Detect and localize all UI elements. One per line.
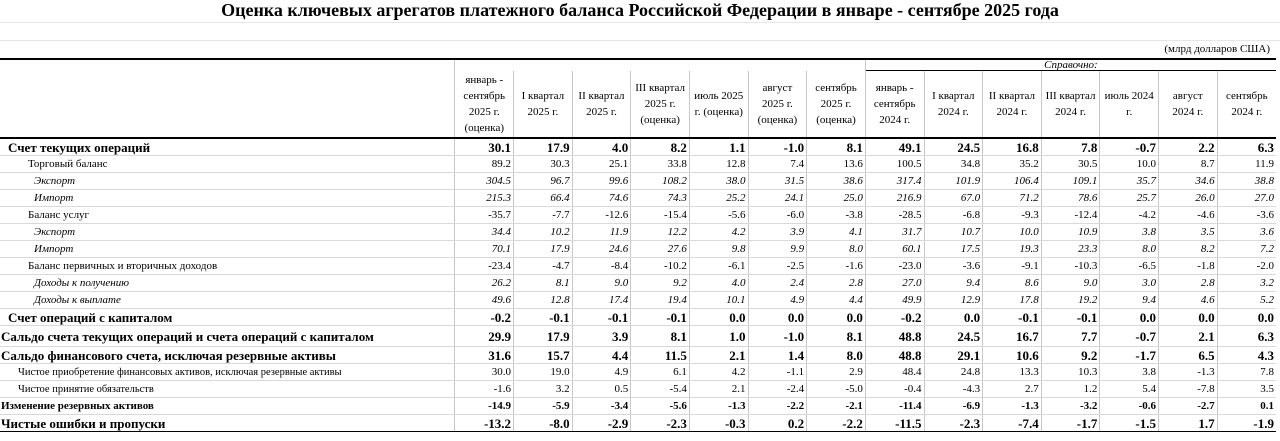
value-cell: -2.4 bbox=[748, 381, 807, 398]
value-cell: 7.7 bbox=[1041, 326, 1100, 347]
value-cell: 34.6 bbox=[1159, 173, 1218, 190]
value-cell: -6.5 bbox=[1100, 258, 1159, 275]
value-cell: 4.9 bbox=[572, 364, 631, 381]
value-cell: 31.7 bbox=[865, 224, 924, 241]
value-cell: 23.3 bbox=[1041, 241, 1100, 258]
table-row bbox=[0, 309, 1276, 326]
value-cell: 215.3 bbox=[455, 190, 514, 207]
row-label: Доходы к выплате bbox=[0, 292, 455, 309]
value-cell: 29.1 bbox=[924, 347, 983, 364]
value-cell: -6.0 bbox=[748, 207, 807, 224]
value-cell: -1.8 bbox=[1159, 258, 1218, 275]
value-cell: 4.9 bbox=[748, 292, 807, 309]
column-header: сентябрь 2024 г. bbox=[1217, 71, 1276, 139]
value-cell: 0.2 bbox=[748, 415, 807, 432]
value-cell: 24.5 bbox=[924, 326, 983, 347]
value-cell: -0.6 bbox=[1100, 398, 1159, 415]
row-label: Чистое принятие обязательств bbox=[0, 381, 455, 398]
value-cell: 25.2 bbox=[689, 190, 748, 207]
value-cell: -4.6 bbox=[1159, 207, 1218, 224]
value-cell: 74.3 bbox=[631, 190, 690, 207]
row-label: Торговый баланс bbox=[0, 156, 455, 173]
value-cell: -9.3 bbox=[983, 207, 1042, 224]
table-row bbox=[0, 241, 1276, 258]
value-cell: -1.0 bbox=[748, 326, 807, 347]
value-cell: 0.0 bbox=[689, 309, 748, 326]
value-cell: 66.4 bbox=[514, 190, 573, 207]
value-cell: -9.1 bbox=[983, 258, 1042, 275]
value-cell: 74.6 bbox=[572, 190, 631, 207]
value-cell: 2.7 bbox=[983, 381, 1042, 398]
value-cell: 29.9 bbox=[455, 326, 514, 347]
value-cell: 60.1 bbox=[865, 241, 924, 258]
report-title: Оценка ключевых агрегатов платежного баланса Российской Федерации в январе - сентябре 2025 года bbox=[221, 0, 1059, 20]
value-cell: -35.7 bbox=[455, 207, 514, 224]
value-cell: -7.7 bbox=[514, 207, 573, 224]
column-header: III квартал 2024 г. bbox=[1041, 71, 1100, 139]
value-cell: 48.8 bbox=[865, 347, 924, 364]
value-cell: 8.0 bbox=[807, 347, 866, 364]
value-cell: 7.8 bbox=[1041, 138, 1100, 156]
header-top-row bbox=[0, 59, 1276, 71]
value-cell: 10.0 bbox=[983, 224, 1042, 241]
value-cell: -0.4 bbox=[865, 381, 924, 398]
value-cell: -14.9 bbox=[455, 398, 514, 415]
value-cell: -1.7 bbox=[1100, 347, 1159, 364]
value-cell: -1.7 bbox=[1041, 415, 1100, 432]
column-header: III квартал 2025 г. (оценка) bbox=[631, 71, 690, 139]
value-cell: 10.9 bbox=[1041, 224, 1100, 241]
row-label: Экспорт bbox=[0, 224, 455, 241]
row-label: Сальдо счета текущих операций и счета операций с капиталом bbox=[0, 326, 455, 347]
value-cell: 106.4 bbox=[983, 173, 1042, 190]
value-cell: 2.1 bbox=[1159, 326, 1218, 347]
value-cell: 30.5 bbox=[1041, 156, 1100, 173]
value-cell: 67.0 bbox=[924, 190, 983, 207]
value-cell: -2.3 bbox=[631, 415, 690, 432]
value-cell: -4.3 bbox=[924, 381, 983, 398]
value-cell: -0.7 bbox=[1100, 138, 1159, 156]
value-cell: -1.3 bbox=[689, 398, 748, 415]
value-cell: 17.9 bbox=[514, 326, 573, 347]
value-cell: 25.1 bbox=[572, 156, 631, 173]
column-header: I квартал 2025 г. bbox=[514, 71, 573, 139]
value-cell: 304.5 bbox=[455, 173, 514, 190]
value-cell: 5.2 bbox=[1217, 292, 1276, 309]
value-cell: -12.4 bbox=[1041, 207, 1100, 224]
value-cell: 3.9 bbox=[572, 326, 631, 347]
value-cell: 99.6 bbox=[572, 173, 631, 190]
value-cell: 9.2 bbox=[1041, 347, 1100, 364]
value-cell: -5.4 bbox=[631, 381, 690, 398]
value-cell: 3.9 bbox=[748, 224, 807, 241]
table-row bbox=[0, 190, 1276, 207]
column-header: август 2024 г. bbox=[1159, 71, 1218, 139]
value-cell: -11.5 bbox=[865, 415, 924, 432]
row-label: Изменение резервных активов bbox=[0, 398, 455, 415]
value-cell: 4.4 bbox=[807, 292, 866, 309]
value-cell: 12.9 bbox=[924, 292, 983, 309]
value-cell: 27.0 bbox=[1217, 190, 1276, 207]
column-header: II квартал 2024 г. bbox=[983, 71, 1042, 139]
value-cell: -6.1 bbox=[689, 258, 748, 275]
value-cell: -0.2 bbox=[865, 309, 924, 326]
value-cell: -1.3 bbox=[1159, 364, 1218, 381]
value-cell: 16.8 bbox=[983, 138, 1042, 156]
value-cell: -23.4 bbox=[455, 258, 514, 275]
value-cell: 109.1 bbox=[1041, 173, 1100, 190]
row-label: Чистые ошибки и пропуски bbox=[0, 415, 455, 432]
value-cell: -1.6 bbox=[807, 258, 866, 275]
value-cell: 0.5 bbox=[572, 381, 631, 398]
value-cell: 0.0 bbox=[807, 309, 866, 326]
value-cell: 13.3 bbox=[983, 364, 1042, 381]
value-cell: 6.3 bbox=[1217, 138, 1276, 156]
row-label: Счет текущих операций bbox=[0, 138, 455, 156]
value-cell: 8.1 bbox=[807, 326, 866, 347]
value-cell: 31.6 bbox=[455, 347, 514, 364]
grid-line bbox=[0, 40, 1280, 41]
value-cell: 3.2 bbox=[514, 381, 573, 398]
value-cell: 30.1 bbox=[455, 138, 514, 156]
value-cell: -10.3 bbox=[1041, 258, 1100, 275]
value-cell: -2.5 bbox=[748, 258, 807, 275]
value-cell: -0.7 bbox=[1100, 326, 1159, 347]
row-label: Баланс первичных и вторичных доходов bbox=[0, 258, 455, 275]
value-cell: 34.4 bbox=[455, 224, 514, 241]
value-cell: 19.4 bbox=[631, 292, 690, 309]
grid-line bbox=[0, 22, 1280, 23]
value-cell: 4.2 bbox=[689, 224, 748, 241]
value-cell: 3.2 bbox=[1217, 275, 1276, 292]
value-cell: 26.2 bbox=[455, 275, 514, 292]
value-cell: -1.1 bbox=[748, 364, 807, 381]
value-cell: 1.1 bbox=[689, 138, 748, 156]
table-row bbox=[0, 173, 1276, 190]
balance-of-payments-table bbox=[0, 58, 1276, 432]
value-cell: 2.8 bbox=[1159, 275, 1218, 292]
value-cell: 15.7 bbox=[514, 347, 573, 364]
value-cell: -2.2 bbox=[807, 415, 866, 432]
value-cell: 10.3 bbox=[1041, 364, 1100, 381]
value-cell: 27.6 bbox=[631, 241, 690, 258]
value-cell: 0.1 bbox=[1217, 398, 1276, 415]
value-cell: 31.5 bbox=[748, 173, 807, 190]
value-cell: 216.9 bbox=[865, 190, 924, 207]
value-cell: 7.4 bbox=[748, 156, 807, 173]
value-cell: 49.9 bbox=[865, 292, 924, 309]
column-header: II квартал 2025 г. bbox=[572, 71, 631, 139]
value-cell: 10.0 bbox=[1100, 156, 1159, 173]
header-empty-cell bbox=[0, 59, 455, 71]
value-cell: 38.8 bbox=[1217, 173, 1276, 190]
value-cell: -6.8 bbox=[924, 207, 983, 224]
value-cell: 8.6 bbox=[983, 275, 1042, 292]
value-cell: 9.0 bbox=[572, 275, 631, 292]
value-cell: -8.4 bbox=[572, 258, 631, 275]
value-cell: 7.8 bbox=[1217, 364, 1276, 381]
row-label: Сальдо финансового счета, исключая резервные активы bbox=[0, 347, 455, 364]
value-cell: -2.0 bbox=[1217, 258, 1276, 275]
value-cell: 10.2 bbox=[514, 224, 573, 241]
value-cell: 70.1 bbox=[455, 241, 514, 258]
value-cell: -5.0 bbox=[807, 381, 866, 398]
value-cell: 16.7 bbox=[983, 326, 1042, 347]
value-cell: 38.6 bbox=[807, 173, 866, 190]
value-cell: -7.8 bbox=[1159, 381, 1218, 398]
table-row bbox=[0, 292, 1276, 309]
table-body bbox=[0, 138, 1276, 432]
value-cell: -2.2 bbox=[748, 398, 807, 415]
value-cell: 3.5 bbox=[1217, 381, 1276, 398]
value-cell: -0.2 bbox=[455, 309, 514, 326]
row-label: Чистое приобретение финансовых активов, исключая резервные активы bbox=[0, 364, 455, 381]
value-cell: 13.6 bbox=[807, 156, 866, 173]
value-cell: 108.2 bbox=[631, 173, 690, 190]
value-cell: 9.9 bbox=[748, 241, 807, 258]
value-cell: 3.0 bbox=[1100, 275, 1159, 292]
value-cell: 17.9 bbox=[514, 138, 573, 156]
value-cell: 19.0 bbox=[514, 364, 573, 381]
value-cell: 12.8 bbox=[514, 292, 573, 309]
column-headers-row bbox=[0, 71, 1276, 139]
value-cell: 38.0 bbox=[689, 173, 748, 190]
value-cell: 2.2 bbox=[1159, 138, 1218, 156]
value-cell: 4.3 bbox=[1217, 347, 1276, 364]
value-cell: -13.2 bbox=[455, 415, 514, 432]
units-label: (млрд долларов США) bbox=[1164, 43, 1270, 55]
value-cell: 89.2 bbox=[455, 156, 514, 173]
row-label: Доходы к получению bbox=[0, 275, 455, 292]
value-cell: 11.9 bbox=[572, 224, 631, 241]
value-cell: 3.8 bbox=[1100, 364, 1159, 381]
value-cell: -5.6 bbox=[631, 398, 690, 415]
value-cell: -28.5 bbox=[865, 207, 924, 224]
value-cell: 0.0 bbox=[1100, 309, 1159, 326]
value-cell: 6.5 bbox=[1159, 347, 1218, 364]
table-row bbox=[0, 398, 1276, 415]
value-cell: 4.2 bbox=[689, 364, 748, 381]
table-row bbox=[0, 156, 1276, 173]
value-cell: 9.0 bbox=[1041, 275, 1100, 292]
value-cell: 2.1 bbox=[689, 347, 748, 364]
row-label: Экспорт bbox=[0, 173, 455, 190]
value-cell: 1.0 bbox=[689, 326, 748, 347]
value-cell: -0.1 bbox=[572, 309, 631, 326]
value-cell: 25.7 bbox=[1100, 190, 1159, 207]
value-cell: 34.8 bbox=[924, 156, 983, 173]
value-cell: 30.0 bbox=[455, 364, 514, 381]
column-header: июль 2025 г. (оценка) bbox=[689, 71, 748, 139]
value-cell: 12.2 bbox=[631, 224, 690, 241]
value-cell: 35.7 bbox=[1100, 173, 1159, 190]
value-cell: 17.8 bbox=[983, 292, 1042, 309]
value-cell: -12.6 bbox=[572, 207, 631, 224]
value-cell: 10.6 bbox=[983, 347, 1042, 364]
table-row bbox=[0, 415, 1276, 432]
value-cell: 8.2 bbox=[1159, 241, 1218, 258]
value-cell: -3.8 bbox=[807, 207, 866, 224]
value-cell: 19.2 bbox=[1041, 292, 1100, 309]
column-header: январь - сентябрь 2024 г. bbox=[865, 71, 924, 139]
value-cell: 0.0 bbox=[1217, 309, 1276, 326]
value-cell: 24.5 bbox=[924, 138, 983, 156]
value-cell: 17.4 bbox=[572, 292, 631, 309]
value-cell: 2.8 bbox=[807, 275, 866, 292]
value-cell: 10.1 bbox=[689, 292, 748, 309]
value-cell: 8.1 bbox=[514, 275, 573, 292]
value-cell: 24.6 bbox=[572, 241, 631, 258]
value-cell: 6.3 bbox=[1217, 326, 1276, 347]
value-cell: -0.1 bbox=[983, 309, 1042, 326]
value-cell: -11.4 bbox=[865, 398, 924, 415]
value-cell: 12.8 bbox=[689, 156, 748, 173]
value-cell: 48.8 bbox=[865, 326, 924, 347]
value-cell: 9.4 bbox=[1100, 292, 1159, 309]
value-cell: -2.9 bbox=[572, 415, 631, 432]
table-row bbox=[0, 138, 1276, 156]
value-cell: 49.6 bbox=[455, 292, 514, 309]
value-cell: -2.7 bbox=[1159, 398, 1218, 415]
value-cell: -2.1 bbox=[807, 398, 866, 415]
value-cell: 78.6 bbox=[1041, 190, 1100, 207]
value-cell: 26.0 bbox=[1159, 190, 1218, 207]
value-cell: -1.3 bbox=[983, 398, 1042, 415]
value-cell: 4.6 bbox=[1159, 292, 1218, 309]
column-header: июль 2024 г. bbox=[1100, 71, 1159, 139]
value-cell: 8.2 bbox=[631, 138, 690, 156]
table-row bbox=[0, 347, 1276, 364]
value-cell: 2.4 bbox=[748, 275, 807, 292]
value-cell: 7.2 bbox=[1217, 241, 1276, 258]
value-cell: 10.7 bbox=[924, 224, 983, 241]
value-cell: 19.3 bbox=[983, 241, 1042, 258]
value-cell: 1.2 bbox=[1041, 381, 1100, 398]
value-cell: 2.9 bbox=[807, 364, 866, 381]
value-cell: 1.4 bbox=[748, 347, 807, 364]
table-row bbox=[0, 258, 1276, 275]
value-cell: -2.3 bbox=[924, 415, 983, 432]
value-cell: 17.5 bbox=[924, 241, 983, 258]
value-cell: 4.1 bbox=[807, 224, 866, 241]
value-cell: 71.2 bbox=[983, 190, 1042, 207]
value-cell: 101.9 bbox=[924, 173, 983, 190]
value-cell: 2.1 bbox=[689, 381, 748, 398]
value-cell: 30.3 bbox=[514, 156, 573, 173]
value-cell: -15.4 bbox=[631, 207, 690, 224]
table-row bbox=[0, 381, 1276, 398]
value-cell: 3.6 bbox=[1217, 224, 1276, 241]
value-cell: 49.1 bbox=[865, 138, 924, 156]
value-cell: 3.8 bbox=[1100, 224, 1159, 241]
value-cell: -3.2 bbox=[1041, 398, 1100, 415]
value-cell: -0.1 bbox=[631, 309, 690, 326]
value-cell: -5.9 bbox=[514, 398, 573, 415]
value-cell: -8.0 bbox=[514, 415, 573, 432]
value-cell: 48.4 bbox=[865, 364, 924, 381]
value-cell: 24.1 bbox=[748, 190, 807, 207]
header-empty-cell bbox=[455, 59, 865, 71]
table-row bbox=[0, 207, 1276, 224]
table-row bbox=[0, 364, 1276, 381]
value-cell: -3.4 bbox=[572, 398, 631, 415]
value-cell: 17.9 bbox=[514, 241, 573, 258]
column-header: сентябрь 2025 г. (оценка) bbox=[807, 71, 866, 139]
value-cell: 11.9 bbox=[1217, 156, 1276, 173]
value-cell: -0.3 bbox=[689, 415, 748, 432]
value-cell: -1.6 bbox=[455, 381, 514, 398]
value-cell: 1.7 bbox=[1159, 415, 1218, 432]
value-cell: 9.8 bbox=[689, 241, 748, 258]
value-cell: -0.1 bbox=[514, 309, 573, 326]
value-cell: -4.2 bbox=[1100, 207, 1159, 224]
value-cell: -1.9 bbox=[1217, 415, 1276, 432]
table-row bbox=[0, 224, 1276, 241]
value-cell: 0.0 bbox=[1159, 309, 1218, 326]
value-cell: 8.0 bbox=[1100, 241, 1159, 258]
value-cell: 6.1 bbox=[631, 364, 690, 381]
value-cell: 25.0 bbox=[807, 190, 866, 207]
value-cell: -0.1 bbox=[1041, 309, 1100, 326]
value-cell: 8.0 bbox=[807, 241, 866, 258]
value-cell: 24.8 bbox=[924, 364, 983, 381]
value-cell: 96.7 bbox=[514, 173, 573, 190]
header-empty-cell bbox=[0, 71, 455, 139]
column-header: январь - сентябрь 2025 г. (оценка) bbox=[455, 71, 514, 139]
value-cell: 35.2 bbox=[983, 156, 1042, 173]
value-cell: 0.0 bbox=[924, 309, 983, 326]
value-cell: -5.6 bbox=[689, 207, 748, 224]
table-row bbox=[0, 275, 1276, 292]
value-cell: 3.5 bbox=[1159, 224, 1218, 241]
row-label: Счет операций с капиталом bbox=[0, 309, 455, 326]
value-cell: 8.1 bbox=[631, 326, 690, 347]
value-cell: 0.0 bbox=[748, 309, 807, 326]
column-header: август 2025 г. (оценка) bbox=[748, 71, 807, 139]
value-cell: 4.4 bbox=[572, 347, 631, 364]
value-cell: -3.6 bbox=[1217, 207, 1276, 224]
value-cell: -10.2 bbox=[631, 258, 690, 275]
row-label: Импорт bbox=[0, 190, 455, 207]
row-label: Импорт bbox=[0, 241, 455, 258]
value-cell: 9.4 bbox=[924, 275, 983, 292]
value-cell: -6.9 bbox=[924, 398, 983, 415]
value-cell: 4.0 bbox=[572, 138, 631, 156]
value-cell: 8.7 bbox=[1159, 156, 1218, 173]
value-cell: -3.6 bbox=[924, 258, 983, 275]
value-cell: -4.7 bbox=[514, 258, 573, 275]
value-cell: -23.0 bbox=[865, 258, 924, 275]
table-row bbox=[0, 326, 1276, 347]
value-cell: -1.0 bbox=[748, 138, 807, 156]
value-cell: 11.5 bbox=[631, 347, 690, 364]
value-cell: 100.5 bbox=[865, 156, 924, 173]
value-cell: 33.8 bbox=[631, 156, 690, 173]
value-cell: 8.1 bbox=[807, 138, 866, 156]
value-cell: 317.4 bbox=[865, 173, 924, 190]
value-cell: 9.2 bbox=[631, 275, 690, 292]
row-label: Баланс услуг bbox=[0, 207, 455, 224]
value-cell: 5.4 bbox=[1100, 381, 1159, 398]
value-cell: 27.0 bbox=[865, 275, 924, 292]
reference-label: Справочно: bbox=[865, 59, 1276, 71]
value-cell: -7.4 bbox=[983, 415, 1042, 432]
value-cell: 4.0 bbox=[689, 275, 748, 292]
column-header: I квартал 2024 г. bbox=[924, 71, 983, 139]
value-cell: -1.5 bbox=[1100, 415, 1159, 432]
